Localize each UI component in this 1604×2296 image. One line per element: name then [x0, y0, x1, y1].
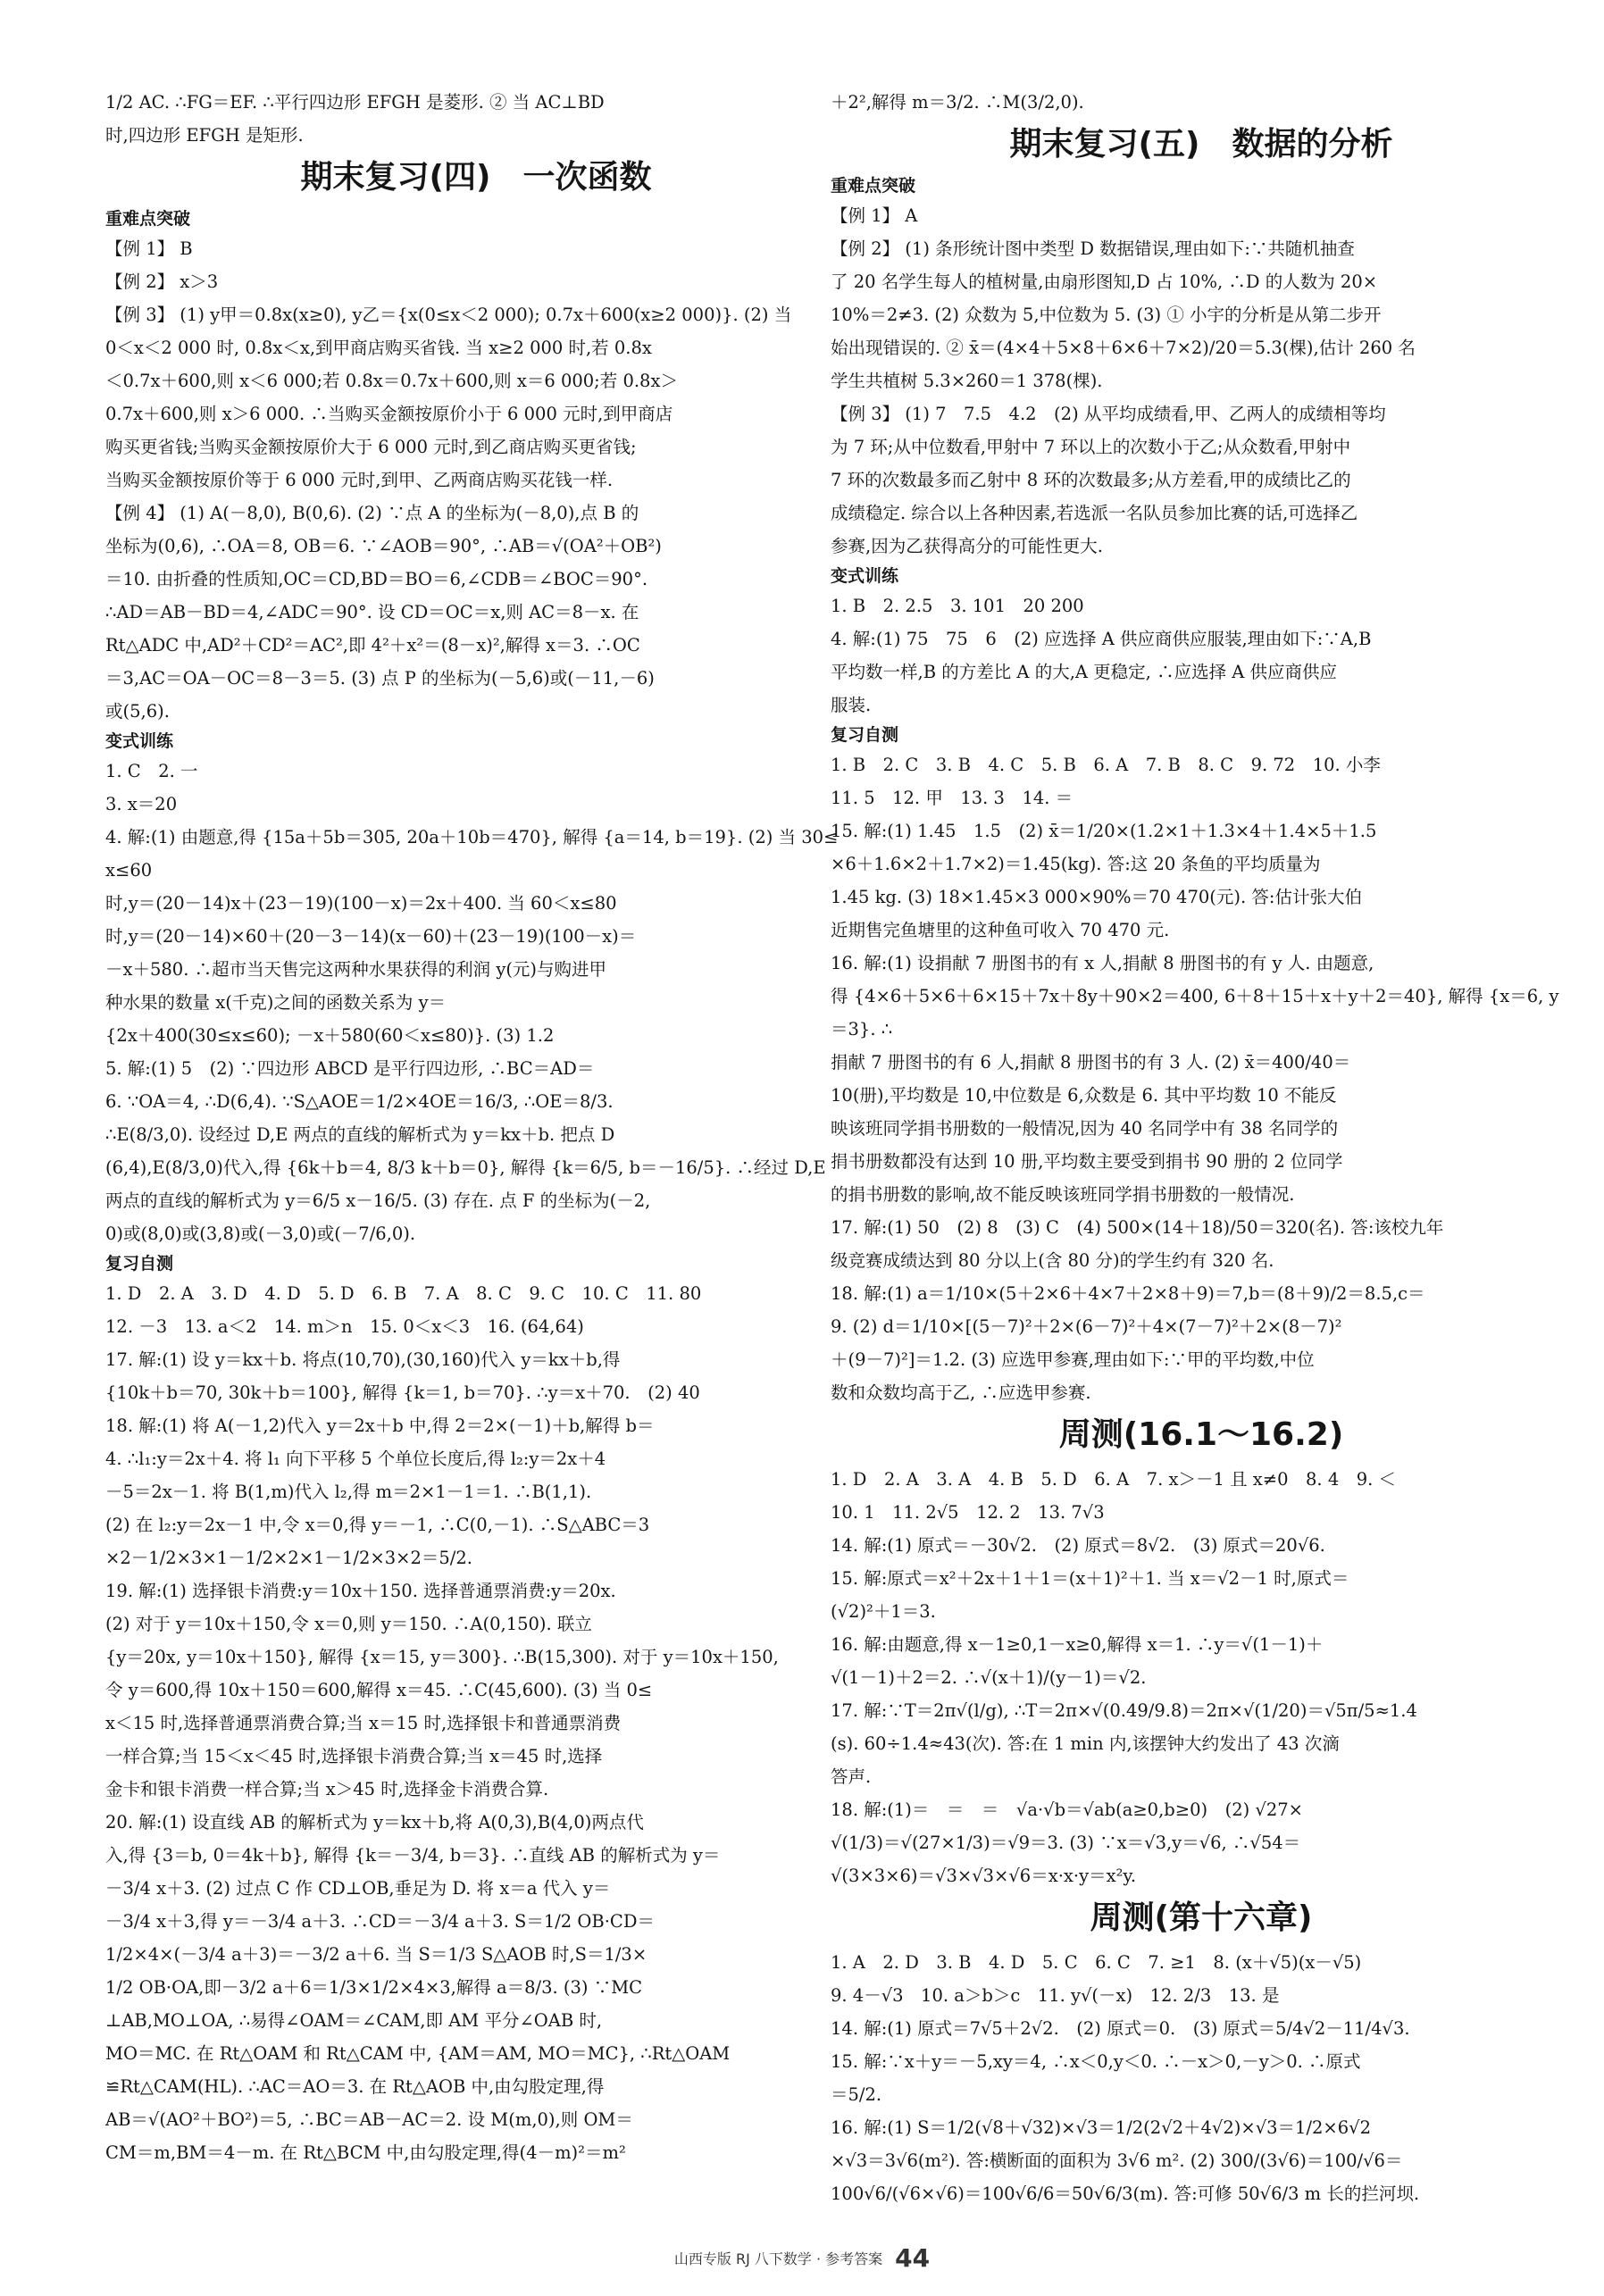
- text-line: 答声.: [831, 1766, 872, 1787]
- text-line: (6,4),E(8/3,0)代入,得 {6k＋b＝4, 8/3 k＋b＝0}, 解得 {k＝6/5, b＝－16/5}. ∴经过 D,E: [105, 1157, 826, 1178]
- text-line: 学生共植树 5.3×260＝1 378(棵).: [831, 371, 1103, 391]
- text-line: ⊥AB,MO⊥OA, ∴易得∠OAM＝∠CAM,即 AM 平分∠OAB 时,: [105, 2010, 603, 2031]
- text-line: 18. 解:(1) a＝1/10×(5＋2×6＋4×7＋2×8＋9)＝7,b＝(8＋9)/2＝8.5,c＝: [831, 1283, 1425, 1304]
- right-review-block: [831, 748, 1572, 1409]
- text-line: 10(册),平均数是 10,中位数是 6,众数是 6. 其中平均数 10 不能反: [831, 1085, 1337, 1106]
- text-line: (2) 在 l₂:y＝2x－1 中,令 x＝0,得 y＝－1, ∴C(0,－1). ∴S△ABC＝3: [105, 1515, 650, 1535]
- text-line: 【例 2】 x＞3: [105, 271, 219, 292]
- text-line: 17. 解:(1) 设 y＝kx＋b. 将点(10,70),(30,160)代入 y＝kx＋b,得: [105, 1349, 621, 1370]
- text-line: 10%＝2≠3. (2) 众数为 5,中位数为 5. (3) ① 小宇的分析是从第二步开: [831, 305, 1382, 325]
- text-line: 14. 解:(1) 原式＝－30√2. (2) 原式＝8√2. (3) 原式＝20√6.: [831, 1535, 1325, 1556]
- text-line: 两点的直线的解析式为 y＝6/5 x－16/5. (3) 存在. 点 F 的坐标为(－2,: [105, 1190, 651, 1211]
- text-line: 数和众数均高于乙, ∴应选甲参赛.: [831, 1382, 1091, 1403]
- text-line: 【例 2】 (1) 条形统计图中类型 D 数据错误,理由如下:∵共随机抽查: [831, 238, 1355, 259]
- text-line: √(1－1)＋2＝2. ∴√(x＋1)/(y－1)＝√2.: [831, 1667, 1147, 1688]
- right-key-block: [831, 199, 1572, 563]
- text-line: 0.7x＋600,则 x＞6 000. ∴当购买金额按原价小于 6 000 元时,到甲商店: [105, 404, 673, 424]
- text-line: 15. 解:∵x＋y＝－5,xy＝4, ∴x＜0,y＜0. ∴－x＞0,－y＞0. ∴原式: [831, 2051, 1361, 2072]
- text-line: 14. 解:(1) 原式＝7√5＋2√2. (2) 原式＝0. (3) 原式＝5/4√2－11/4√3.: [831, 2018, 1410, 2039]
- left-review-block: [105, 1277, 847, 2169]
- text-line: ∴AD＝AB－BD＝4,∠ADC＝90°. 设 CD＝OC＝x,则 AC＝8－x. 在: [105, 602, 639, 622]
- text-line: 18. 解:(1) 将 A(－1,2)代入 y＝2x＋b 中,得 2＝2×(－1)＋b,解得 b＝: [105, 1415, 655, 1436]
- text-line: 3. x＝20: [105, 794, 178, 814]
- left-key-block: [105, 232, 847, 728]
- text-line: x＜15 时,选择普通票消费合算;当 x＝15 时,选择银卡和普通票消费: [105, 1713, 622, 1733]
- section-heading: 重难点突破: [105, 209, 191, 229]
- text-line: 0＜x＜2 000 时, 0.8x＜x,到甲商店购买省钱. 当 x≥2 000 时,若 0.8x: [105, 338, 652, 358]
- text-line: 9. 4－√3 10. a＞b＞c 11. y√(－x) 12. 2/3 13. 是: [831, 1985, 1280, 2006]
- right-variant-block: [831, 589, 1572, 722]
- text-line: 或(5,6).: [105, 701, 170, 722]
- text-line: ≌Rt△CAM(HL). ∴AC＝AO＝3. 在 Rt△AOB 中,由勾股定理,得: [105, 2076, 605, 2097]
- text-line: 4. 解:(1) 75 75 6 (2) 应选择 A 供应商供应服装,理由如下:∵A,B: [831, 629, 1372, 649]
- chapter-title: 期末复习(五) 数据的分析: [1009, 126, 1393, 163]
- text-line: 18. 解:(1)＝ ＝ ＝ √a·√b＝√ab(a≥0,b≥0) (2) √27×: [831, 1799, 1304, 1820]
- text-line: 坐标为(0,6), ∴OA＝8, OB＝6. ∵∠AOB＝90°, ∴AB＝√(OA²＋OB²): [105, 536, 662, 556]
- text-line: ×6＋1.6×2＋1.7×2)＝1.45(kg). 答:这 20 条鱼的平均质量为: [831, 854, 1321, 874]
- text-line: 1.45 kg. (3) 18×1.45×3 000×90%＝70 470(元). 答:估计张大伯: [831, 887, 1362, 907]
- text-line: 映该班同学捐书册数的一般情况,因为 40 名同学中有 38 名同学的: [831, 1118, 1339, 1139]
- text-line: 捐书册数都没有达到 10 册,平均数主要受到捐书 90 册的 2 位同学: [831, 1151, 1343, 1172]
- page-number: 44: [895, 2243, 931, 2273]
- text-line: 了 20 名学生每人的植树量,由扇形图知,D 占 10%, ∴D 的人数为 20×: [831, 271, 1378, 292]
- text-line: MO＝MC. 在 Rt△OAM 和 Rt△CAM 中, {AM＝AM, MO＝MC}, ∴Rt△OAM: [105, 2043, 731, 2064]
- text-line: (s). 60÷1.4≈43(次). 答:在 1 min 内,该摆钟大约发出了 43 次滴: [831, 1733, 1340, 1754]
- text-line: 11. 5 12. 甲 13. 3 14. ＝: [831, 788, 1074, 808]
- section-heading: 变式训练: [105, 731, 174, 751]
- text-line: －3/4 x＋3,得 y＝－3/4 a＋3. ∴CD＝－3/4 a＋3. S＝1/2 OB·CD＝: [105, 1911, 655, 1932]
- text-line: 金卡和银卡消费一样合算;当 x＞45 时,选择金卡消费合算.: [105, 1779, 549, 1799]
- text-line: 1/2 OB·OA,即－3/2 a＋6＝1/3×1/2×4×3,解得 a＝8/3. (3) ∵MC: [105, 1977, 643, 1998]
- text-line: √(1/3)＝√(27×1/3)＝√9＝3. (3) ∵x＝√3,y＝√6, ∴√54＝: [831, 1833, 1301, 1853]
- text-line: 100√6/(√6×√6)＝100√6/6＝50√6/3(m). 答:可修 50√6/3 m 长的拦河坝.: [831, 2183, 1420, 2204]
- text-line: 20. 解:(1) 设直线 AB 的解析式为 y＝kx＋b,将 A(0,3),B(4,0)两点代: [105, 1812, 644, 1833]
- text-line: 15. 解:原式＝x²＋2x＋1＋1＝(x＋1)²＋1. 当 x＝√2－1 时,原式＝: [831, 1568, 1349, 1589]
- text-line: ×2－1/2×3×1－1/2×2×1－1/2×3×2＝5/2.: [105, 1548, 472, 1568]
- text-line: 时,四边形 EFGH 是矩形.: [105, 125, 304, 146]
- text-line: ＝10. 由折叠的性质知,OC＝CD,BD＝BO＝6,∠CDB＝∠BOC＝90°.: [105, 569, 648, 589]
- text-line: 始出现错误的. ② x̄＝(4×4＋5×8＋6×6＋7×2)/20＝5.3(棵),估计 260 名: [831, 338, 1416, 358]
- text-line: 1/2×4×(－3/4 a＋3)＝－3/2 a＋6. 当 S＝1/3 S△AOB 时,S＝1/3×: [105, 1944, 647, 1965]
- section-heading: 复习自测: [105, 1254, 174, 1273]
- text-line: 1. A 2. D 3. B 4. D 5. C 6. C 7. ≥1 8. (x＋√5)(x－√5): [831, 1952, 1362, 1973]
- text-line: 16. 解:(1) S＝1/2(√8＋√32)×√3＝1/2(2√2＋4√2)×√3＝1/2×6√2: [831, 2117, 1372, 2138]
- text-line: 购买更省钱;当购买金额按原价大于 6 000 元时,到乙商店购买更省钱;: [105, 437, 637, 457]
- text-line: 一样合算;当 15＜x＜45 时,选择银卡消费合算;当 x＝45 时,选择: [105, 1746, 603, 1766]
- text-line: 1. D 2. A 3. D 4. D 5. D 6. B 7. A 8. C 9. C 10. C 11. 80: [105, 1283, 702, 1304]
- text-line: 5. 解:(1) 5 (2) ∵四边形 ABCD 是平行四边形, ∴BC＝AD＝: [105, 1058, 595, 1079]
- text-line: 平均数一样,B 的方差比 A 的大,A 更稳定, ∴应选择 A 供应商供应: [831, 662, 1338, 682]
- weekly-test-title: 周测(第十六章): [1090, 1899, 1313, 1936]
- text-line: {y＝20x, y＝10x＋150}, 解得 {x＝15, y＝300}. ∴B(15,300). 对于 y＝10x＋150,: [105, 1647, 779, 1667]
- weekly-test-title: 周测(16.1～16.2): [1058, 1416, 1344, 1453]
- text-line: {2x＋400(30≤x≤60); －x＋580(60＜x≤80)}. (3) 1.2: [105, 1025, 555, 1046]
- text-line: ＜0.7x＋600,则 x＜6 000;若 0.8x＝0.7x＋600,则 x＝6 000;若 0.8x＞: [105, 371, 678, 391]
- right-intro: [831, 86, 1572, 119]
- text-line: 12. －3 13. a＜2 14. m＞n 15. 0＜x＜3 16. (64,64): [105, 1316, 584, 1337]
- text-line: 当购买金额按原价等于 6 000 元时,到甲、乙两商店购买花钱一样.: [105, 470, 614, 490]
- text-line: CM＝m,BM＝4－m. 在 Rt△BCM 中,由勾股定理,得(4－m)²＝m²: [105, 2142, 626, 2163]
- left-variant-block: [105, 755, 847, 1250]
- weekly-test-2-block: [831, 1946, 1572, 2210]
- text-line: 0)或(8,0)或(3,8)或(－3,0)或(－7/6,0).: [105, 1223, 416, 1244]
- section-heading: 复习自测: [831, 725, 899, 745]
- text-line: 【例 1】 B: [105, 238, 193, 259]
- page-footer: [0, 2243, 1604, 2273]
- text-line: √(3×3×6)＝√3×√3×√6＝x·x·y＝x²y.: [831, 1866, 1137, 1886]
- section-heading: 变式训练: [831, 566, 899, 586]
- text-line: 16. 解:(1) 设捐献 7 册图书的有 x 人,捐献 8 册图书的有 y 人. 由题意,: [831, 953, 1374, 973]
- text-line: 9. (2) d＝1/10×[(5－7)²＋2×(6－7)²＋4×(7－7)²＋2×(8－7)²: [831, 1316, 1342, 1337]
- text-line: 1. B 2. 2.5 3. 101 20 200: [831, 596, 1084, 616]
- text-line: ＝3,AC＝OA－OC＝8－3＝5. (3) 点 P 的坐标为(－5,6)或(－11,－6): [105, 668, 655, 689]
- text-line: 参赛,因为乙获得高分的可能性更大.: [831, 536, 1103, 556]
- section-heading: 重难点突破: [831, 176, 916, 196]
- text-line: 【例 3】 (1) y甲＝0.8x(x≥0), y乙＝{x(0≤x＜2 000); 0.7x＋600(x≥2 000)}. (2) 当: [105, 305, 792, 325]
- text-line: 【例 1】 A: [831, 205, 918, 226]
- text-line: 的捐书册数的影响,故不能反映该班同学捐书册数的一般情况.: [831, 1184, 1295, 1205]
- text-line: Rt△ADC 中,AD²＋CD²＝AC²,即 4²＋x²＝(8－x)²,解得 x＝3. ∴OC: [105, 635, 640, 655]
- text-line: 4. 解:(1) 由题意,得 {15a＋5b＝305, 20a＋10b＝470}, 解得 {a＝14, b＝19}. (2) 当 30≤x≤60: [105, 827, 839, 881]
- text-line: ×√3＝3√6(m²). 答:横断面的面积为 3√6 m². (2) 300/(3√6)＝100/√6＝: [831, 2150, 1403, 2171]
- text-line: ＋2²,解得 m＝3/2. ∴M(3/2,0).: [831, 92, 1084, 113]
- text-line: 捐献 7 册图书的有 6 人,捐献 8 册图书的有 3 人. (2) x̄＝400/40＝: [831, 1052, 1351, 1073]
- weekly-test-1-block: [831, 1463, 1572, 1892]
- footer-text: 山西专版 RJ 八下数学 · 参考答案: [673, 2250, 883, 2267]
- left-column: [105, 86, 847, 2169]
- left-intro: [105, 86, 847, 152]
- text-line: 成绩稳定. 综合以上各种因素,若选派一名队员参加比赛的话,可选择乙: [831, 503, 1358, 523]
- text-line: {10k＋b＝70, 30k＋b＝100}, 解得 {k＝1, b＝70}. ∴y＝x＋70. (2) 40: [105, 1382, 700, 1403]
- text-line: 19. 解:(1) 选择银卡消费:y＝10x＋150. 选择普通票消费:y＝20x.: [105, 1581, 616, 1601]
- text-line: 近期售完鱼塘里的这种鱼可收入 70 470 元.: [831, 920, 1170, 940]
- text-line: 10. 1 11. 2√5 12. 2 13. 7√3: [831, 1502, 1105, 1523]
- text-line: 1. D 2. A 3. A 4. B 5. D 6. A 7. x＞－1 且 x≠0 8. 4 9. ＜: [831, 1469, 1397, 1490]
- text-line: 15. 解:(1) 1.45 1.5 (2) x̄＝1/20×(1.2×1＋1.3×4＋1.4×5＋1.5: [831, 821, 1377, 841]
- text-line: 【例 3】 (1) 7 7.5 4.2 (2) 从平均成绩看,甲、乙两人的成绩相等均: [831, 404, 1386, 424]
- text-line: 1. C 2. 一: [105, 761, 198, 781]
- right-column: [831, 86, 1572, 2210]
- text-line: 1/2 AC. ∴FG＝EF. ∴平行四边形 EFGH 是菱形. ② 当 AC⊥BD: [105, 92, 605, 113]
- text-line: ＋(9－7)²]＝1.2. (3) 应选甲参赛,理由如下:∵甲的平均数,中位: [831, 1349, 1315, 1370]
- text-line: ∴E(8/3,0). 设经过 D,E 两点的直线的解析式为 y＝kx＋b. 把点 D: [105, 1124, 615, 1145]
- text-line: 时,y＝(20－14)×60＋(20－3－14)(x－60)＋(23－19)(100－x)＝: [105, 926, 637, 947]
- text-line: 16. 解:由题意,得 x－1≥0,1－x≥0,解得 x＝1. ∴y＝√(1－1)＋: [831, 1634, 1324, 1655]
- chapter-title: 期末复习(四) 一次函数: [300, 159, 652, 196]
- text-line: 得 {4×6＋5×6＋6×15＋7x＋8y＋90×2＝400, 6＋8＋15＋x＋y＋2＝40}, 解得 {x＝6, y＝3}. ∴: [831, 986, 1559, 1039]
- text-line: 时,y＝(20－14)x＋(23－19)(100－x)＝2x＋400. 当 60＜x≤80: [105, 893, 617, 914]
- text-line: －3/4 x＋3. (2) 过点 C 作 CD⊥OB,垂足为 D. 将 x＝a 代入 y＝: [105, 1878, 611, 1899]
- text-line: －x＋580. ∴超市当天售完这两种水果获得的利润 y(元)与购进甲: [105, 959, 607, 980]
- text-line: 6. ∵OA＝4, ∴D(6,4). ∵S△AOE＝1/2×4OE＝16/3, ∴OE＝8/3.: [105, 1091, 614, 1112]
- text-line: 入,得 {3＝b, 0＝4k＋b}, 解得 {k＝－3/4, b＝3}. ∴直线 AB 的解析式为 y＝: [105, 1845, 721, 1866]
- text-line: 种水果的数量 x(千克)之间的函数关系为 y＝: [105, 992, 447, 1013]
- text-line: 17. 解:∵T＝2π√(l/g), ∴T＝2π×√(0.49/9.8)＝2π×√(1/20)＝√5π/5≈1.4: [831, 1700, 1417, 1721]
- text-line: (2) 对于 y＝10x＋150,令 x＝0,则 y＝150. ∴A(0,150). 联立: [105, 1614, 592, 1634]
- text-line: 7 环的次数最多而乙射中 8 环的次数最多;从方差看,甲的成绩比乙的: [831, 470, 1351, 490]
- text-line: 【例 4】 (1) A(－8,0), B(0,6). (2) ∵点 A 的坐标为(－8,0),点 B 的: [105, 503, 639, 523]
- text-line: －5＝2x－1. 将 B(1,m)代入 l₂,得 m＝2×1－1＝1. ∴B(1,1).: [105, 1482, 592, 1502]
- text-line: ＝5/2.: [831, 2084, 882, 2105]
- text-line: 服装.: [831, 695, 872, 715]
- text-line: 1. B 2. C 3. B 4. C 5. B 6. A 7. B 8. C 9. 72 10. 小李: [831, 755, 1381, 775]
- text-line: 为 7 环;从中位数看,甲射中 7 环以上的次数小于乙;从众数看,甲射中: [831, 437, 1351, 457]
- text-line: (√2)²＋1＝3.: [831, 1601, 936, 1622]
- text-line: 4. ∴l₁:y＝2x＋4. 将 l₁ 向下平移 5 个单位长度后,得 l₂:y＝2x＋4: [105, 1449, 606, 1469]
- text-line: 级竞赛成绩达到 80 分以上(含 80 分)的学生约有 320 名.: [831, 1250, 1274, 1271]
- text-line: AB＝√(AO²＋BO²)＝5, ∴BC＝AB－AC＝2. 设 M(m,0),则 OM＝: [105, 2109, 633, 2130]
- text-line: 17. 解:(1) 50 (2) 8 (3) C (4) 500×(14＋18)/50＝320(名). 答:该校九年: [831, 1217, 1444, 1238]
- text-line: 令 y＝600,得 10x＋150＝600,解得 x＝45. ∴C(45,600). (3) 当 0≤: [105, 1680, 653, 1700]
